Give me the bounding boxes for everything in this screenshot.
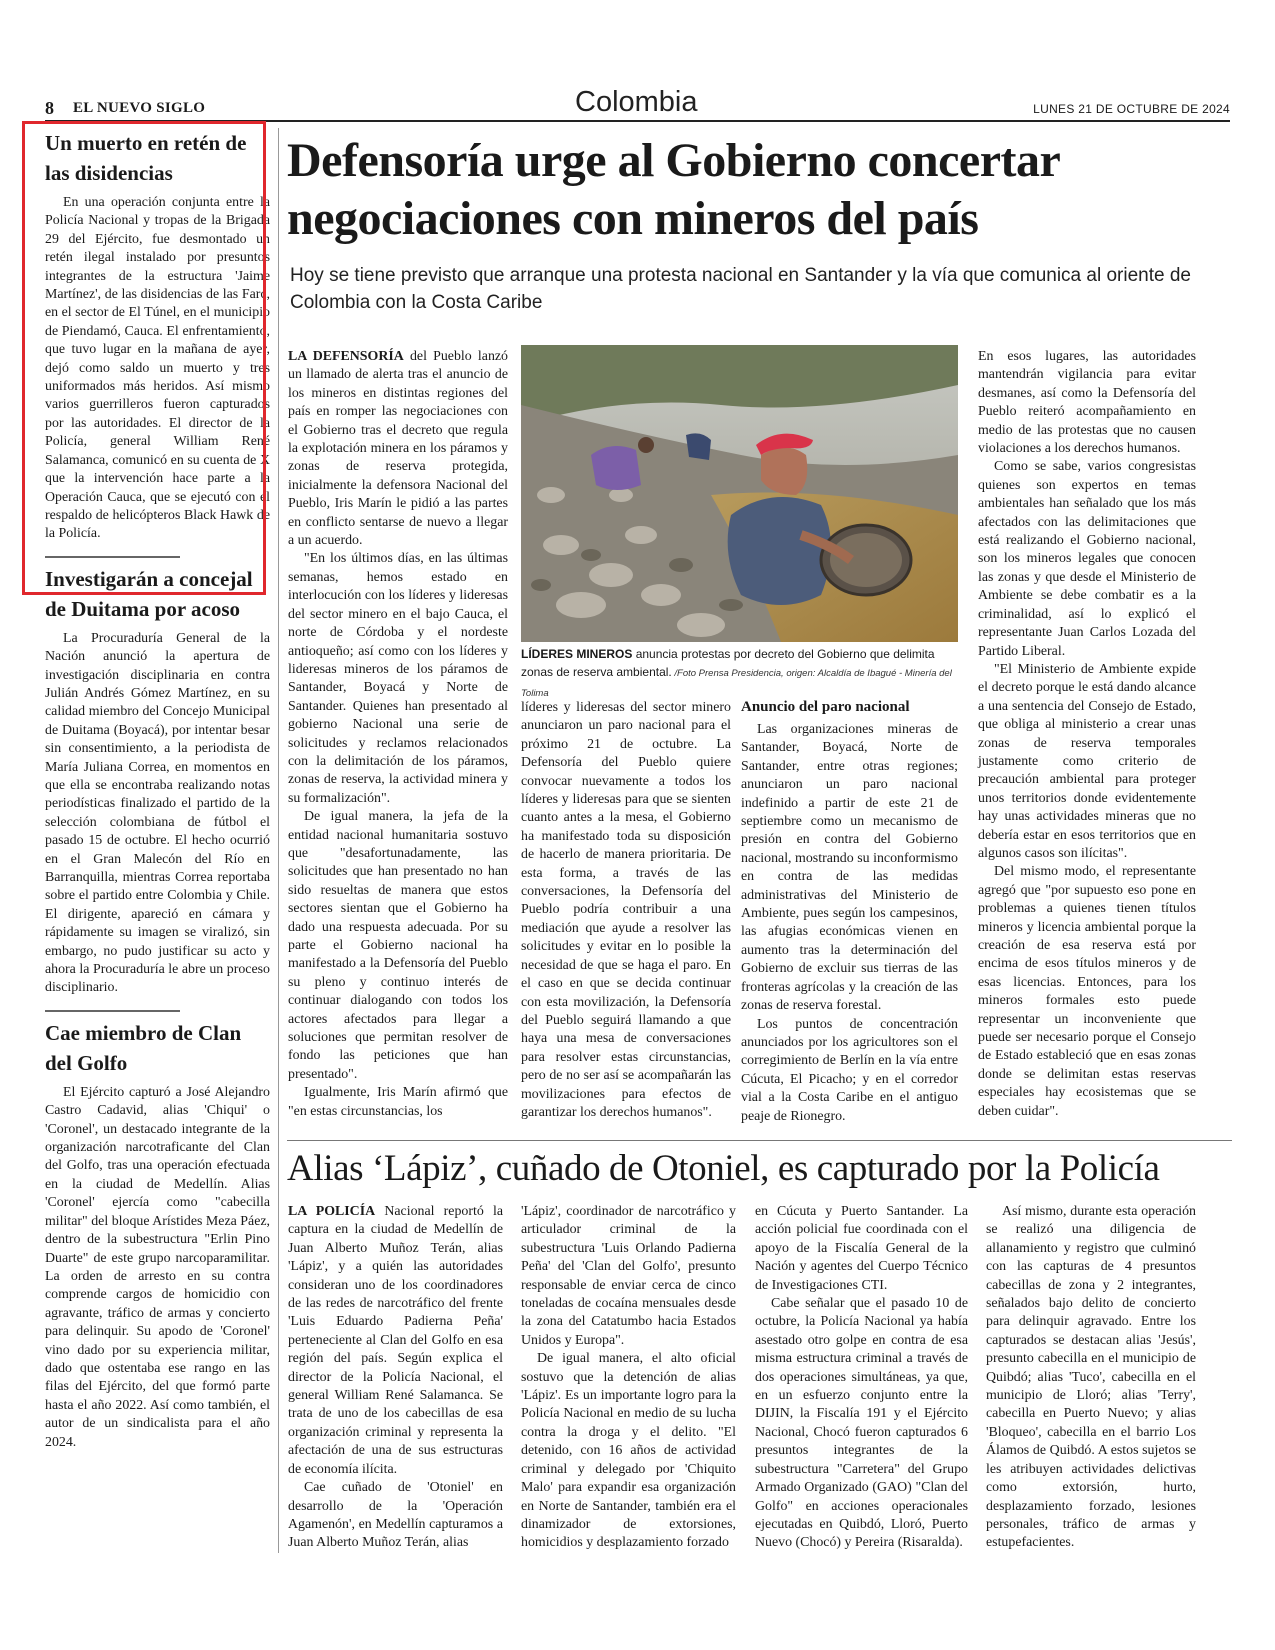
paragraph: líderes y lideresas del sector minero anunciaron un paro nacional para el próximo 21 de octubre. La Defensoría del Pueblo quiere convocar nuevamente a todos los líderes y lideresas para que se sienten cuanto antes a la mesa, el Gobierno ha manifestado toda su disposición de hacerlo de manera prioritaria. De esta forma, a través de las conversaciones, la Defensoría del Pueblo podría contribuir a una mediación que ayude a resolver las solicitudes y evitar en lo posible la necesidad de que se haga el paro. En el caso en que se decida continuar con esta movilización, la Defensoría del Pueblo seguirá llamando a que haya una mesa de conversaciones para resolver estas circunstancias, pero de no ser así se acompañarán las movilizaciones para efectos de garantizar los derechos humanos".	[521, 700, 731, 1120]
main-subhead: Hoy se tiene previsto que arranque una protesta nacional en Santander y la vía que comunica al oriente de Colombia con la Costa Caribe	[290, 265, 1191, 313]
masthead: EL NUEVO SIGLO	[73, 100, 206, 116]
lead-in: LA POLICÍA	[288, 1204, 376, 1219]
sidebar-story-clan	[45, 1018, 270, 1452]
second-column-4	[986, 1203, 1196, 1553]
section-title: Colombia	[575, 86, 698, 118]
second-column-3	[755, 1203, 968, 1553]
story-body: El Ejército capturó a José Alejandro Castro Cadavid, alias 'Chiqui' o 'Coronel', un destacado integrante de la organización narcotraficante del Clan del Golfo, tras una operación efectuada en la ciudad de Medellín. Alias 'Coronel' ejercía como "cabecilla militar" del bloque Arístides Meza Páez, dentro de la subestructura "Erlin Pino Duarte" de este grupo narcoparamilitar. La orden de arresto en su contra comprende cargos de homicidio con agravante, tráfico de armas y concierto para delinquir. Su apodo de 'Coronel' vino dado por su experiencia militar, dado que ostentaba ese rango en las filas del Ejército, del que formó parte hasta el año 2022. Así como también, el autor de un sindicalista para el año 2024.	[45, 1084, 270, 1450]
caption-label: LÍDERES MINEROS	[521, 647, 633, 661]
story-divider	[45, 556, 180, 558]
paragraph: en Cúcuta y Puerto Santander. La acción policial fue coordinada con el apoyo de la Fiscalía General de la Nación y agentes del Cuerpo Técnico de Investigaciones CTI.	[755, 1204, 968, 1293]
paragraph: Así mismo, durante esta operación se realizó una diligencia de allanamiento y registro que culminó con las capturas de 4 presuntos cabecillas de zona y 2 integrantes, señalados bajo delito de concierto para delinquir agravado. Entre los capturados se destacan alias 'Jesús', presunto cabecilla en el municipio de Quibdó; alias 'Tuco', cabecilla en el municipio de Lloró; alias 'Terry', cabecilla en Puerto Nuevo; y alias 'Bloqueo', cabecilla en el barrio Los Álamos de Quibdó. A estos sujetos se les atribuyen actividades delictivas como extorsión, hurto, desplazamiento forzado, lesiones personales, tráfico de armas y estupefacientes.	[986, 1204, 1196, 1551]
page-header	[45, 86, 1230, 120]
paragraph: Del mismo modo, el representante agregó que "por supuesto eso pone en problemas a quienes tienen títulos mineros y licencia ambiental porque la creación de esa reserva está por encima de esos títulos mineros y de esas licencias. Entonces, para los mineros formales esto puede representar un inconveniente que puede ser necesario porque el Consejo de Estado estableció que en esas zonas donde se delimitan estas reservas especiales hay ecosistemas que se deben cuidar".	[978, 864, 1196, 1119]
page-number: 8	[45, 98, 54, 118]
paragraph: Los puntos de concentración anunciados por los agricultores son el corregimiento de Berlín en la vía entre Cúcuta, El Picacho; y en el corredor vial a la Costa Caribe en el antiguo peaje de Rionegro.	[741, 1016, 958, 1124]
paragraph: "El Ministerio de Ambiente expide el decreto porque le está dando alcance a una sentencia del Consejo de Estado, que obliga al ministerio a crear unas zonas de reserva temporales justamente como criterio de precaución ambiental para proteger unos territorios donde evidentemente hay unas actividades mineras que no debería estar en esos territorios que en algunos casos son ilícitas".	[978, 661, 1196, 861]
paragraph: De igual manera, la jefa de la entidad nacional humanitaria sostuvo que "desafortunadamente, las solicitudes que han presentado no han sido resueltas de manera que estos sectores sientan que el Gobierno ha dado una respuesta adecuada. Por su parte el Gobierno nacional ha manifestado a la Defensoría del Pueblo su pleno y continuo interés de continuar dialogando con todos los actores afectados para llegar a soluciones que permitan resolver de fondo las peticiones que han presentado".	[288, 809, 508, 1082]
story-rule	[287, 1140, 1232, 1141]
photo-caption	[521, 645, 958, 703]
photo-credit: /Foto Prensa Presidencia, origen: Alcaldía de Ibagué - Minería del Tolima	[521, 668, 952, 699]
story-body: La Procuraduría General de la Nación anunció la apertura de investigación disciplinaria en contra Julián Andrés Gómez Martínez, en su calidad miembro del Concejo Municipal de Duitama (Boyacá), por intentar besar sin consentimiento, a la periodista de María Juliana Correa, en momentos en que ella se encontraba realizando notas periodísticas finalizado el partido de la selección colombiana de fútbol el pasado 15 de octubre. El hecho ocurrió en el Gran Malecón del Río en Barranquilla, mientras Correa reportaba sobre el partido entre Colombia y Chile. El dirigente, apareció en cámara y rápidamente su imagen se viralizó, sin embargo, no pudo justificar su acto y ahora la Procuraduría le abre un proceso disciplinario.	[45, 630, 270, 996]
sidebar-story-retén	[45, 128, 270, 544]
story-title: Un muerto en retén de las disidencias	[45, 131, 247, 185]
main-column-4	[978, 348, 1196, 1121]
paragraph: "En los últimos días, en las últimas semanas, hemos estado en interlocución con los líderes y lideresas del sector minero en el bajo Cauca, el norte de Córdoba y el nordeste antioqueño; así como con los líderes y lideresas mineros de los páramos de Santander, Boyacá y Norte de Santander. Quienes han presentado al gobierno Nacional una serie de solicitudes y reclamos relacionados con la delimitación de los páramos, zonas de reserva, la actividad minera y su formalización".	[288, 551, 508, 806]
main-column-2	[521, 699, 731, 1122]
column-divider	[278, 128, 279, 1553]
paragraph: Cabe señalar que el pasado 10 de octubre, la Policía Nacional ya había asestado otro golpe en contra de esa misma estructura criminal a través de dos operaciones simultáneas, ya que, en un esfuerzo conjunto entre la DIJIN, la Fiscalía 191 y el Ejército Nacional, Chocó fueron capturados 6 presuntos integrantes de la subestructura "Carretera" del Grupo Armado Organizado (GAO) "Clan del Golfo" en acciones operacionales ejecutadas en Quibdó, Lloró, Puerto Nuevo (Chocó) y Pereira (Risaralda).	[755, 1296, 968, 1551]
story-title: Cae miembro de Clan del Golfo	[45, 1020, 242, 1075]
paragraph: LA DEFENSORÍA del Pueblo lanzó un llamado de alerta tras el anuncio de los mineros en distintas regiones del país en romper las negociaciones con el Gobierno tras el decreto que regula la explotación minera en los páramos y zonas de reserva protegida, inicialmente la defensora Nacional del Pueblo, Iris Marín le pidió a las partes en conflicto sentarse de nuevo a llegar a un acuerdo.	[288, 349, 508, 549]
paragraph: LA POLICÍA Nacional reportó la captura en la ciudad de Medellín de Juan Alberto Muñoz Terán, alias 'Lápiz', y a quién las autoridades consideran uno de los coordinadores de las redes de narcotráfico del frente 'Luis Eduardo Padierna Peña' perteneciente al Clan del Golfo en esa región del país. Según explica el director de la Policía Nacional, el general William René Salamanca. Se trata de uno de los cabecillas de esa organización criminal y representa la afectación de una de sus estructuras de economía ilícita.	[288, 1204, 503, 1477]
main-headline: Defensoría urge al Gobierno concertar negociaciones con mineros del país	[287, 134, 1060, 245]
photo-illustration	[521, 345, 958, 642]
lead-in: LA DEFENSORÍA	[288, 349, 404, 364]
paragraph: 'Lápiz', coordinador de narcotráfico y articulador criminal de la subestructura 'Luis Orlando Padierna Peña' del 'Clan del Golfo', presunto responsable de enviar cerca de cinco toneladas de cocaína mensuales desde la zona del Catatumbo hacia Estados Unidos y Europa".	[521, 1204, 736, 1348]
paragraph: Las organizaciones mineras de Santander, Boyacá, Norte de Santander, entre otras regiones; anunciaron un paro nacional indefinido a partir de este 21 de septiembre como un mecanismo de presión en contra del Gobierno nacional, mostrando su inconformismo en contra de las medidas administrativas del Ministerio de Ambiente, pues según los campesinos, las afugias económicas vienen en aumento tras la determinación del Gobierno de excluir sus tierras de las fronteras agrícolas y la creación de las zonas de reserva forestal.	[741, 722, 958, 1014]
story-divider	[45, 1010, 180, 1012]
main-column-1	[288, 348, 508, 1121]
main-column-3	[741, 697, 958, 1126]
paragraph: En esos lugares, las autoridades mantendrán vigilancia para evitar desmanes, así como la Defensoría del Pueblo reiteró acompañamiento en medio de las protestas que no causen violaciones a los derechos humanos.	[978, 349, 1196, 457]
sidebar-story-concejal	[45, 564, 270, 998]
dateline: LUNES 21 DE OCTUBRE DE 2024	[1033, 102, 1230, 116]
second-column-2	[521, 1203, 736, 1553]
header-rule	[45, 120, 1230, 122]
paragraph: Igualmente, Iris Marín afirmó que "en estas circunstancias, los	[288, 1085, 508, 1119]
story-title: Investigarán a concejal de Duitama por acoso	[45, 566, 253, 621]
mining-photo	[521, 345, 958, 642]
sidebar	[45, 128, 270, 1452]
paragraph: Cae cuñado de 'Otoniel' en desarrollo de la 'Operación Agamenón', en Medellín capturamos a Juan Alberto Muñoz Terán, alias	[288, 1480, 503, 1551]
paragraph: De igual manera, el alto oficial sostuvo que la detención de alias 'Lápiz'. Es un importante logro para la Policía Nacional en medio de su lucha contra la droga y el delito. "El detenido, con 16 años de actividad criminal y delegado por 'Chiquito Malo' para expandir esa organización en Norte de Santander, también era el dinamizador de extorsiones, homicidios y desplazamiento forzado	[521, 1351, 736, 1551]
story-body: En una operación conjunta entre la Policía Nacional y tropas de la Brigada 29 del Ejército, fue desmontado un retén ilegal instalado por presuntos integrantes de la estructura 'Jaime Martínez', de las disidencias de las Farc, en el sector de El Túnel, en el municipio de Piendamó, Cauca. El enfrentamiento, que tuvo lugar en la mañana de ayer, dejó como saldo un muerto y tres uniformados más heridos. Así mismo varios guerrilleros fueron capturados por las autoridades. El director de la Policía, general William René Salamanca, comunicó en su cuenta de X que la intervención hace parte a la Operación Cauca, que se ejecutó con el respaldo de helicópteros Black Hawk de la Policía.	[45, 195, 270, 542]
second-column-1	[288, 1203, 503, 1553]
section-subhead: Anuncio del paro nacional	[741, 699, 910, 715]
second-headline: Alias ‘Lápiz’, cuñado de Otoniel, es capturado por la Policía	[287, 1148, 1160, 1189]
paragraph: Como se sabe, varios congresistas quienes son expertos en temas ambientales han señalado que los más afectados con las delimitaciones que está realizando el Gobierno nacional, son los mineros legales que conocen las zonas y que desde el Ministerio de Ambiente se debe combatir es a la criminalidad, así lo explicó el representante Juan Carlos Lozada del Partido Liberal.	[978, 459, 1196, 659]
caption-text: anuncia protestas por decreto del Gobierno que delimita zonas de reserva ambiental.	[521, 647, 935, 679]
